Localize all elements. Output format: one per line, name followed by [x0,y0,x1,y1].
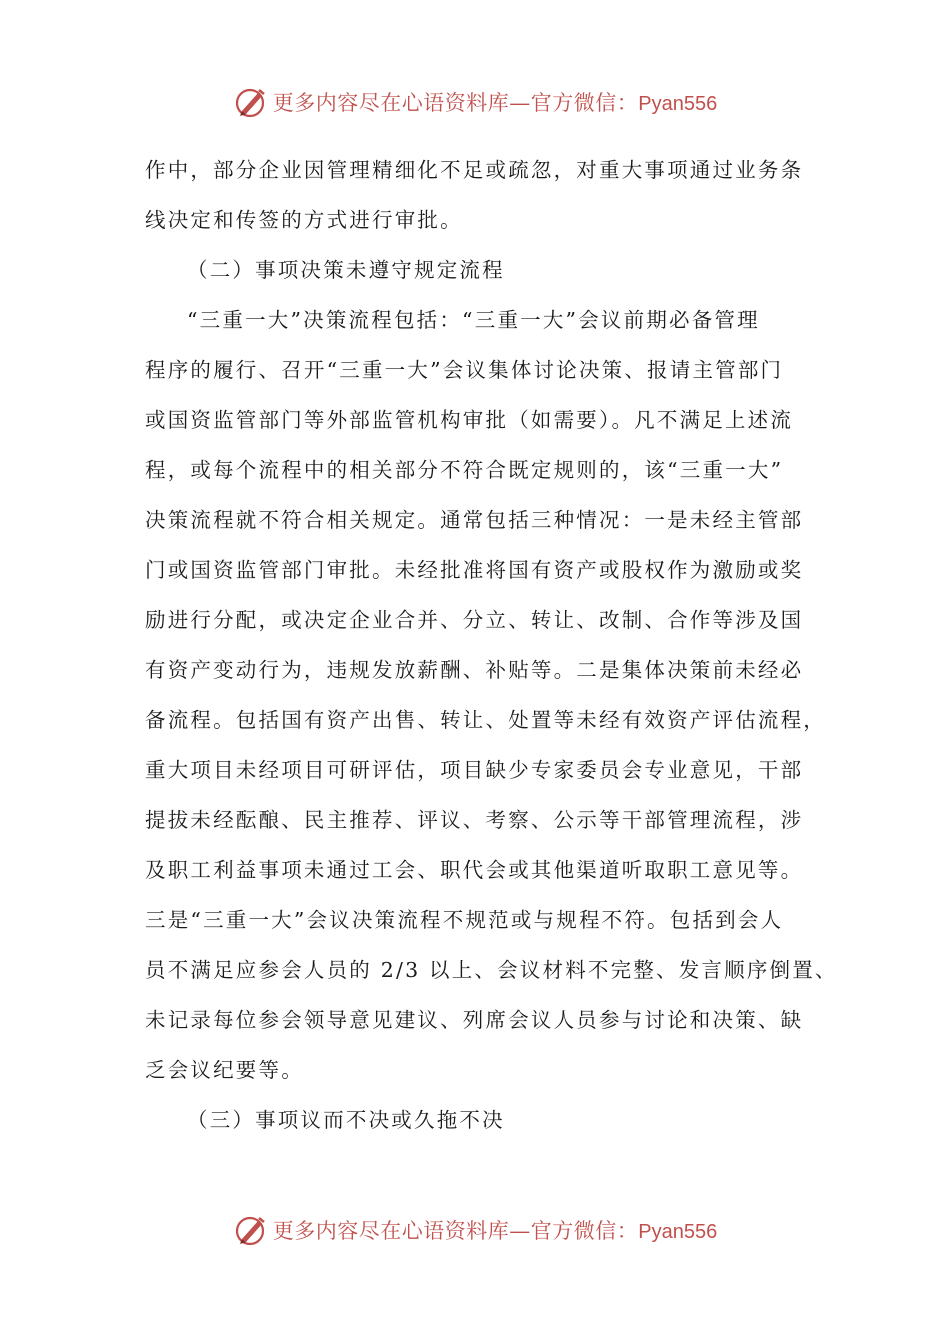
banner-text [273,1215,717,1245]
banner-dash: — [509,1219,531,1243]
text-line: 线决定和传签的方式进行审批。 [145,208,463,232]
text-line: 重大项目未经项目可研评估，项目缺少专家委员会专业意见，干部 [145,758,804,782]
text-line: 三是“三重一大”会议决策流程不规范或与规程不符。包括到会人 [145,908,784,932]
text-line: 作中，部分企业因管理精细化不足或疏忽，对重大事项通过业务条 [145,158,804,182]
banner-title: 更多内容尽在心语资料库 [272,1219,510,1243]
banner-wechat-label: 官方微信： [530,91,639,115]
text-line: “三重一大”决策流程包括：“三重一大”会议前期必备管理 [187,308,760,332]
text-line: 备流程。包括国有资产出售、转让、处置等未经有效资产评估流程， [145,708,826,732]
section-heading: （三）事项议而不决或久拖不决 [187,1108,505,1132]
text-line: 或国资监管部门等外部监管机构审批（如需要）。凡不满足上述流 [145,408,794,432]
pen-logo-icon [233,84,269,120]
text-line: 决策流程就不符合相关规定。通常包括三种情况：一是未经主管部 [145,508,804,532]
text-line: 乏会议纪要等。 [145,1058,304,1082]
header-banner [0,82,950,122]
section-heading: （二）事项决策未遵守规定流程 [187,258,505,282]
text-line: 员不满足应参会人员的 2/3 以上、会议材料不完整、发言顺序倒置、 [145,958,838,982]
text-line: 提拔未经酝酿、民主推荐、评议、考察、公示等干部管理流程，涉 [145,808,804,832]
banner-wechat-label: 官方微信： [530,1219,639,1243]
text-line: 有资产变动行为，违规发放薪酬、补贴等。二是集体决策前未经必 [145,658,804,682]
banner-wechat-id: Pyan556 [638,1221,718,1243]
banner-text [273,87,717,117]
text-line: 程，或每个流程中的相关部分不符合既定规则的，该“三重一大” [145,458,784,482]
banner-wechat-id: Pyan556 [638,93,718,115]
pen-logo-icon [233,1212,269,1248]
banner-dash: — [509,91,531,115]
text-line: 程序的履行、召开“三重一大”会议集体讨论决策、报请主管部门 [145,358,784,382]
document-body [145,148,838,1148]
footer-banner [0,1210,950,1250]
text-line: 及职工利益事项未通过工会、职代会或其他渠道听取职工意见等。 [145,858,804,882]
text-line: 励进行分配，或决定企业合并、分立、转让、改制、合作等涉及国 [145,608,804,632]
banner-title: 更多内容尽在心语资料库 [272,91,510,115]
text-line: 门或国资监管部门审批。未经批准将国有资产或股权作为激励或奖 [145,558,804,582]
text-line: 未记录每位参会领导意见建议、列席会议人员参与讨论和决策、缺 [145,1008,804,1032]
